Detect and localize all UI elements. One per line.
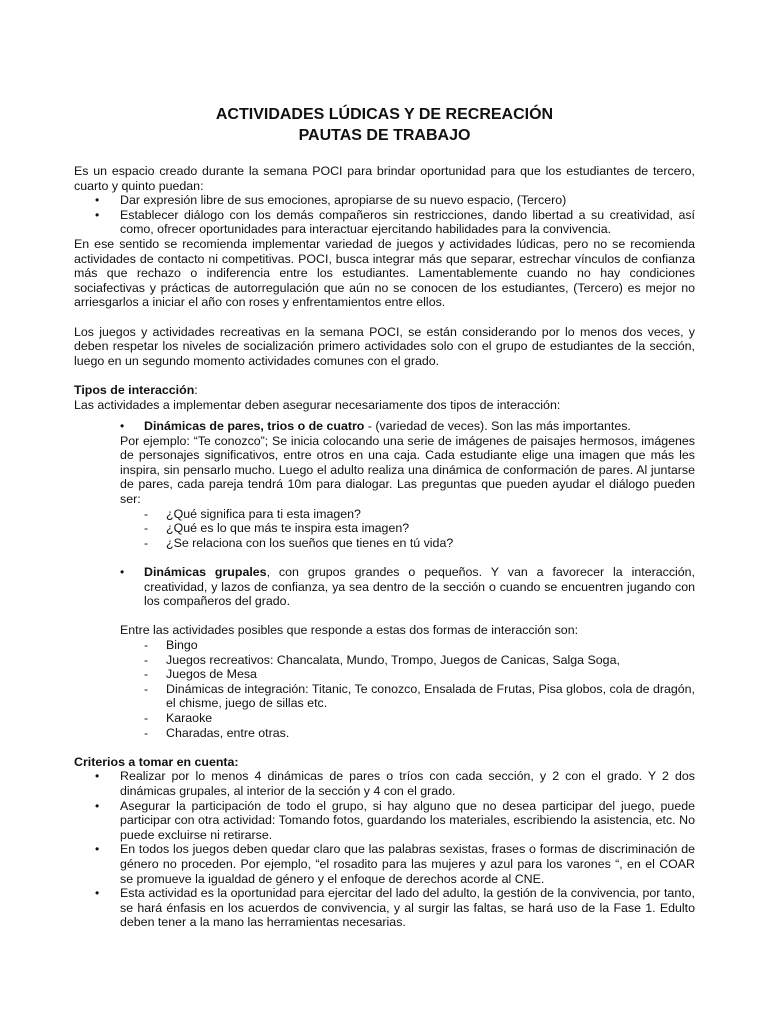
list-item: - ¿Qué significa para ti esta imagen? — [166, 507, 695, 522]
question-list — [120, 507, 695, 551]
section-heading: Criterios a tomar en cuenta: — [74, 754, 239, 769]
pares-block — [74, 419, 695, 740]
pares-rest: - (variedad de veces). Son las más importantes. — [364, 419, 631, 434]
list-item: - Charadas, entre otras. — [166, 726, 695, 741]
list-item: • Realizar por lo menos 4 dinámicas de pares o tríos con cada sección, y 2 con el grado. Y 2 dos dinámicas grupales, al interior de la sección y 4 con el grado. — [120, 769, 695, 798]
recommendation-paragraph: En ese sentido se recomienda implementar variedad de juegos y actividades lúdicas, pero no se recomienda actividades de contacto ni competitivas. POCI, busca integrar más que separar, estrechar vínculos de confianza más que rechazo o indiferencia entre los estudiantes. Lamentablemente cuando no hay condiciones sociafectivas y prácticas de autorregulación que aún no se conocen de los estudiantes, (Tercero) es mejor no arriesgarlos a iniciar el año con roses y enfrentamientos entre ellos. — [74, 236, 695, 310]
socialization-paragraph: Los juegos y actividades recreativas en la semana POCI, se están considerando por lo menos dos veces, y deben respetar los niveles de socialización primero actividades solo con el grupo de estudiantes de la sección, luego en un segundo momento actividades comunes con el grado. — [74, 324, 695, 368]
list-item: • Establecer diálogo con los demás compañeros sin restricciones, dando libertad a su creatividad, así como, ofrecer oportunidades para interactuar ejercitando habilidades para la convivencia. — [120, 208, 695, 237]
list-item: • Esta actividad es la oportunidad para ejercitar del lado del adulto, la gestión de la convivencia, por tanto, se hará énfasis en los acuerdos de convivencia, y al surgir las faltas, se hará uso de la Fase 1. Edulto deben tener a la mano las herramientas necesarias. — [120, 886, 695, 930]
intro-paragraph: Es un espacio creado durante la semana POCI para brindar oportunidad para que los estudiantes de tercero, cuarto y quinto puedan: — [74, 164, 695, 193]
activities-intro: Entre las actividades posibles que responde a estas dos formas de interacción son: — [120, 623, 579, 638]
list-item: - Juegos recreativos: Chancalata, Mundo, Trompo, Juegos de Canicas, Salga Soga, — [166, 653, 695, 668]
section-heading: Tipos de interacción — [74, 382, 195, 397]
list-item: - Karaoke — [166, 711, 695, 726]
interaction-types-intro: Las actividades a implementar deben asegurar necesariamente dos tipos de interacción: — [74, 397, 561, 412]
grupales-rest: , con grupos grandes o pequeños. Y van a favorecer la interacción, creatividad, y lazos de confianza, ya sea dentro de la sección o cuando se encuentren jugando con los compañeros del grado. — [144, 565, 695, 609]
list-item: - ¿Se relaciona con los sueños que tienes en tú vida? — [166, 536, 695, 551]
pares-item — [120, 419, 695, 434]
heading-colon: : — [194, 382, 198, 397]
grupales-label: Dinámicas grupales — [144, 565, 267, 580]
list-item: - Bingo — [166, 638, 695, 653]
criteria-heading — [74, 755, 695, 770]
activities-list — [120, 638, 695, 740]
document-subtitle: PAUTAS DE TRABAJO — [298, 127, 471, 144]
list-item: - Dinámicas de integración: Titanic, Te conozco, Ensalada de Frutas, Pisa globos, cola de dragón, el chisme, juego de sillas etc. — [166, 682, 695, 711]
list-item: • En todos los juegos deben quedar claro que las palabras sexistas, frases o formas de discriminación de género no proceden. Por ejemplo, “el rosadito para las mujeres y azul para los varones “, en el COAR se promueve la igualdad de género y el enfoque de derechos acorde al CNE. — [120, 842, 695, 886]
interaction-types-heading — [74, 383, 695, 398]
intro-bullet-list — [74, 193, 695, 237]
pares-label: Dinámicas de pares, trios o de cuatro — [144, 419, 365, 434]
list-item: • Asegurar la participación de todo el grupo, si hay alguno que no desea participar del juego, puede participar con otra actividad: Tomando fotos, guardando los materiales, escribiendo la asistencia, etc. No puede excluirse ni retirarse. — [120, 799, 695, 843]
document-title: ACTIVIDADES LÚDICAS Y DE RECREACIÓN — [215, 106, 554, 123]
pares-example: Por ejemplo: “Te conozco”; Se inicia colocando una serie de imágenes de paisajes hermosos, imágenes de personajes significativos, entre otros en una caja. Cada estudiante elige una imagen que más les inspira, sin pensarlo mucho. Luego el adulto realiza una dinámica de conformación de pares. Al juntarse de pares, cada pareja tendrá 10m para dialogar. Las preguntas que pueden ayudar el diálogo pueden ser: — [120, 433, 695, 507]
list-item: - ¿Qué es lo que más te inspira esta imagen? — [166, 521, 695, 536]
list-item: - Juegos de Mesa — [166, 667, 695, 682]
list-item: • Dar expresión libre de sus emociones, apropiarse de su nuevo espacio, (Tercero) — [120, 193, 695, 208]
grupales-item — [120, 565, 695, 609]
criteria-list — [74, 769, 695, 930]
